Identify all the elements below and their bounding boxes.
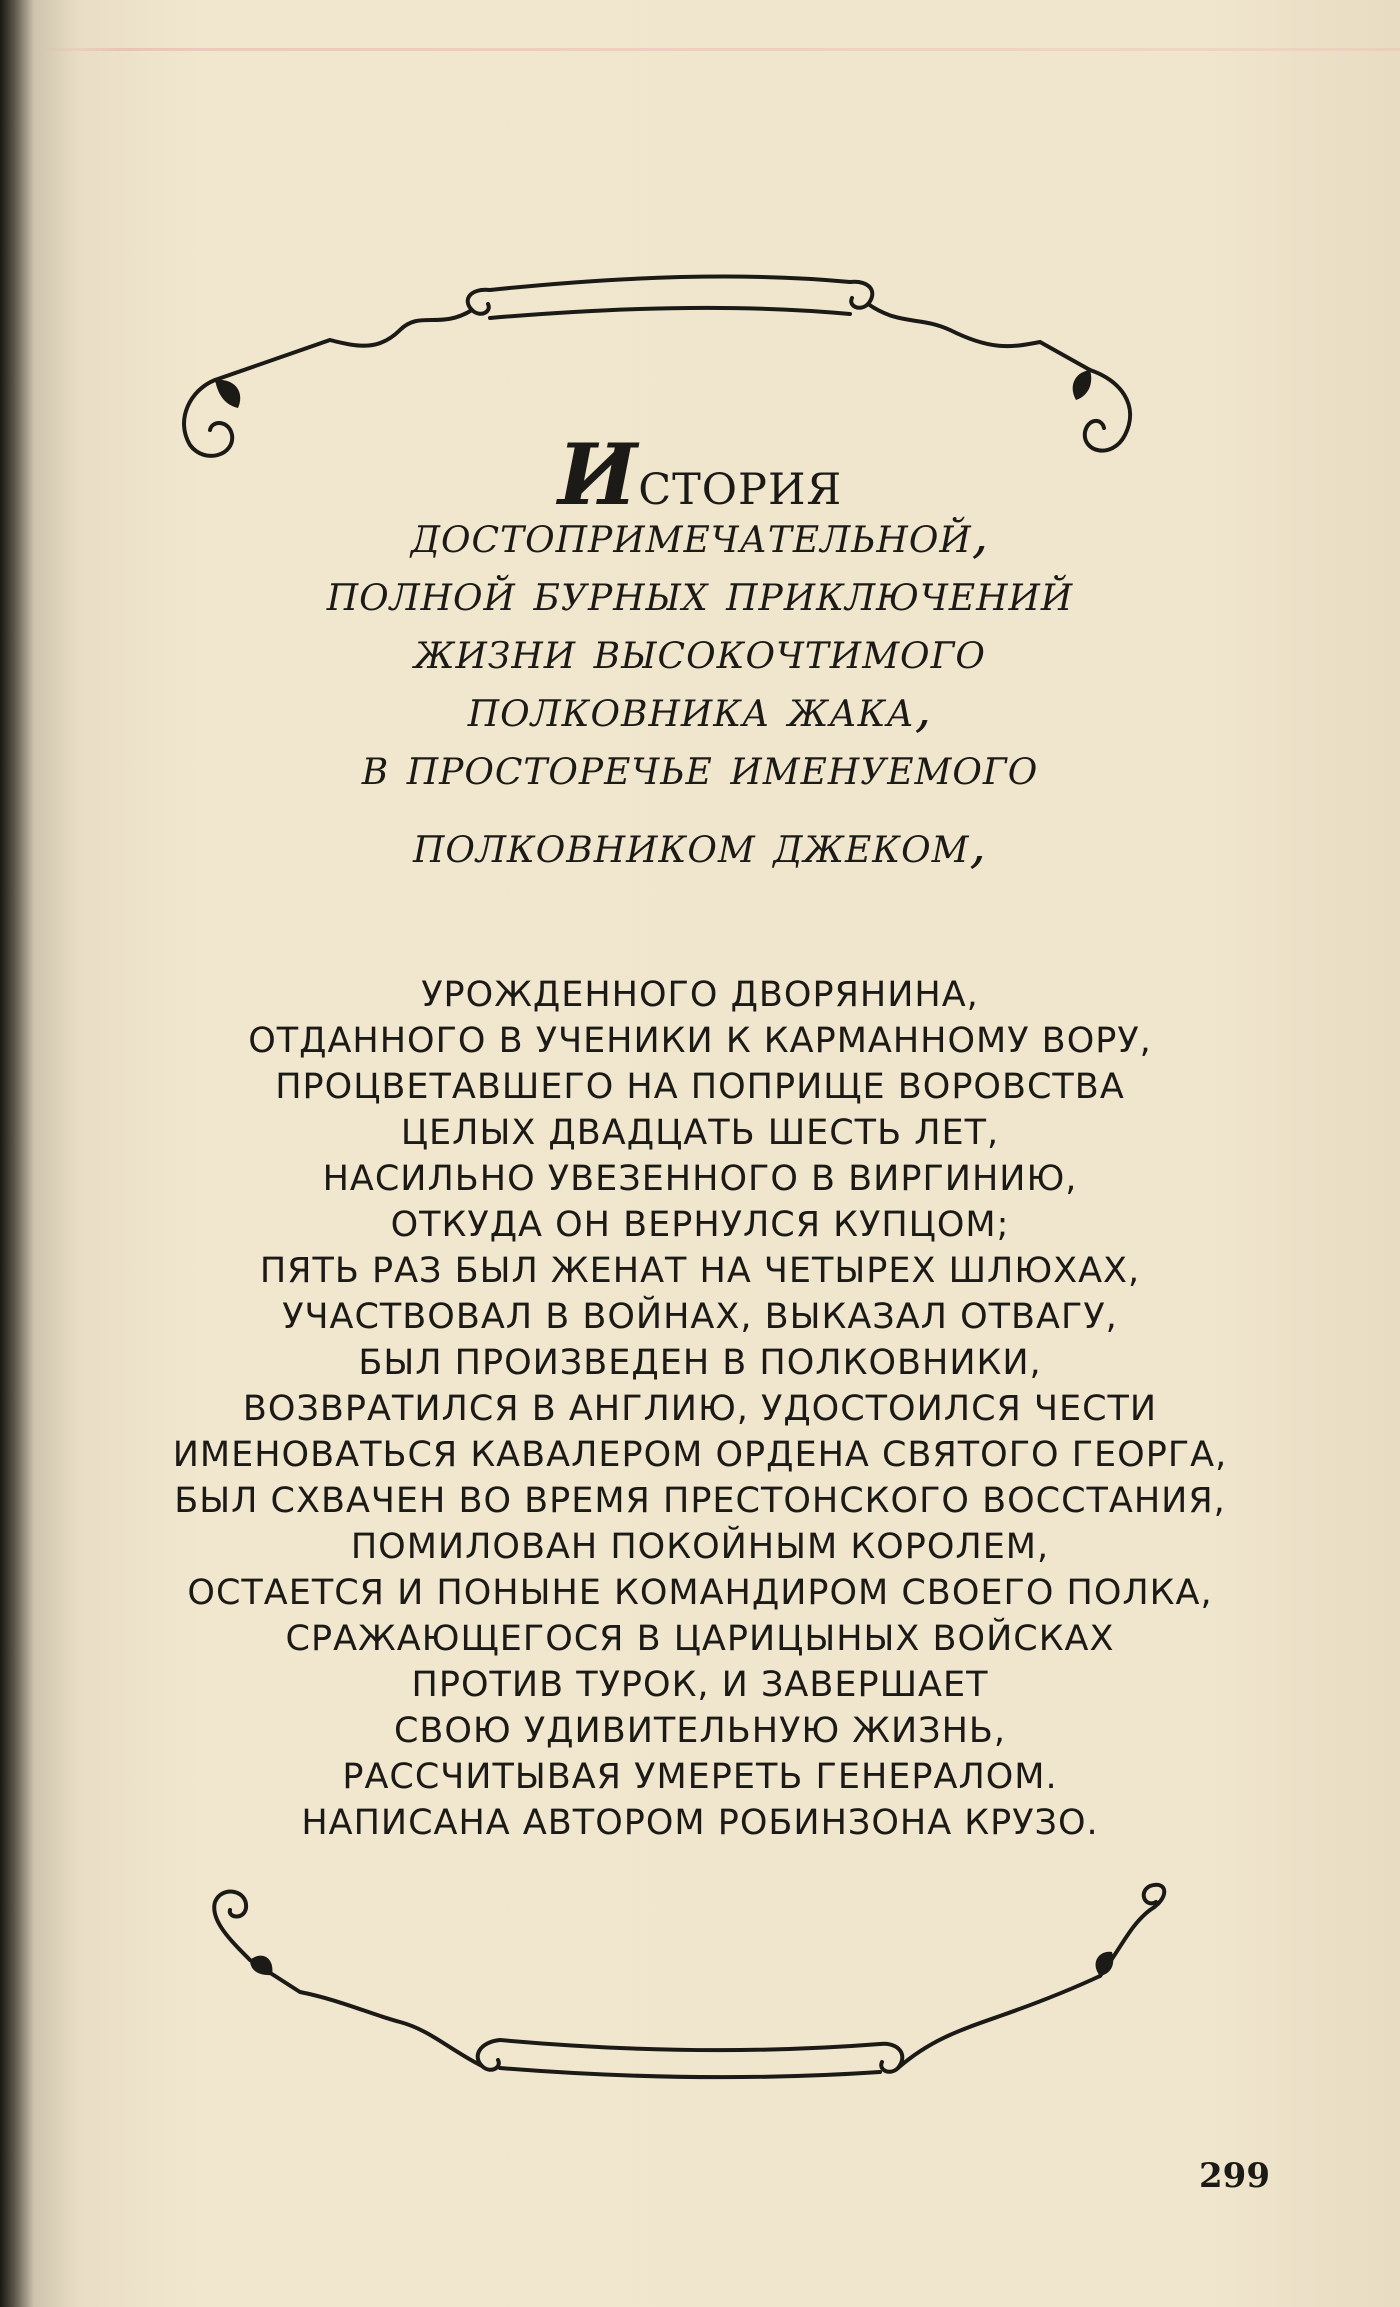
subtitle-line: ПРОТИВ ТУРОК, И ЗАВЕРШАЕТ	[411, 1665, 989, 1705]
title-line: достопримечательной,	[410, 505, 990, 565]
subtitle-line: НАПИСАНА АВТОРОМ РОБИНЗОНА КРУЗО.	[301, 1803, 1099, 1843]
title-line: полковника жака,	[467, 679, 933, 739]
subtitle-line: ПЯТЬ РАЗ БЫЛ ЖЕНАТ НА ЧЕТЫРЕХ ШЛЮХАХ,	[259, 1251, 1141, 1291]
subtitle-line: СВОЮ УДИВИТЕЛЬНУЮ ЖИЗНЬ,	[393, 1711, 1007, 1751]
subtitle-line: БЫЛ СХВАЧЕН ВО ВРЕМЯ ПРЕСТОНСКОГО ВОССТАНИЯ,	[174, 1481, 1226, 1521]
subtitle-line: ОСТАЕТСЯ И ПОНЫНЕ КОМАНДИРОМ СВОЕГО ПОЛКА,	[187, 1573, 1213, 1613]
subtitle-line: ВОЗВРАТИЛСЯ В АНГЛИЮ, УДОСТОИЛСЯ ЧЕСТИ	[242, 1389, 1158, 1429]
subtitle-line: СРАЖАЮЩЕГОСЯ В ЦАРИЦЫНЫХ ВОЙСКАХ	[285, 1619, 1115, 1659]
title-line: в просторечье именуемого	[361, 737, 1039, 797]
subtitle-line: ПОМИЛОВАН ПОКОЙНЫМ КОРОЛЕМ,	[350, 1527, 1050, 1567]
title-line: полной бурных приключений	[326, 563, 1074, 623]
page-number: 299	[1199, 2156, 1270, 2196]
subtitle-line: ЦЕЛЫХ ДВАДЦАТЬ ШЕСТЬ ЛЕТ,	[400, 1113, 1000, 1153]
subtitle-line: ИМЕНОВАТЬСЯ КАВАЛЕРОМ ОРДЕНА СВЯТОГО ГЕОРГА,	[172, 1435, 1228, 1475]
bottom-scroll-ornament	[0, 1880, 1400, 2120]
subtitle-line: ПРОЦВЕТАВШЕГО НА ПОПРИЩЕ ВОРОВСТВА	[275, 1067, 1125, 1107]
title-line: история	[557, 392, 843, 533]
subtitle-line: ОТДАННОГО В УЧЕНИКИ К КАРМАННОМУ ВОРУ,	[248, 1021, 1152, 1061]
subtitle-line: БЫЛ ПРОИЗВЕДЕН В ПОЛКОВНИКИ,	[358, 1343, 1042, 1383]
subtitle-line: УЧАСТВОВАЛ В ВОЙНАХ, ВЫКАЗАЛ ОТВАГУ,	[282, 1297, 1118, 1337]
subtitle-line: НАСИЛЬНО УВЕЗЕННОГО В ВИРГИНИЮ,	[322, 1159, 1078, 1199]
book-title	[100, 392, 1300, 884]
title-line: полковником джеком,	[412, 815, 988, 875]
subtitle-line: ОТКУДА ОН ВЕРНУЛСЯ КУПЦОМ;	[390, 1205, 1010, 1245]
title-line: жизни высокочтимого	[414, 621, 986, 681]
subtitle-line: РАССЧИТЫВАЯ УМЕРЕТЬ ГЕНЕРАЛОМ.	[342, 1757, 1058, 1797]
subtitle-line: УРОЖДЕННОГО ДВОРЯНИНА,	[421, 975, 979, 1015]
book-subtitle	[100, 972, 1300, 1846]
